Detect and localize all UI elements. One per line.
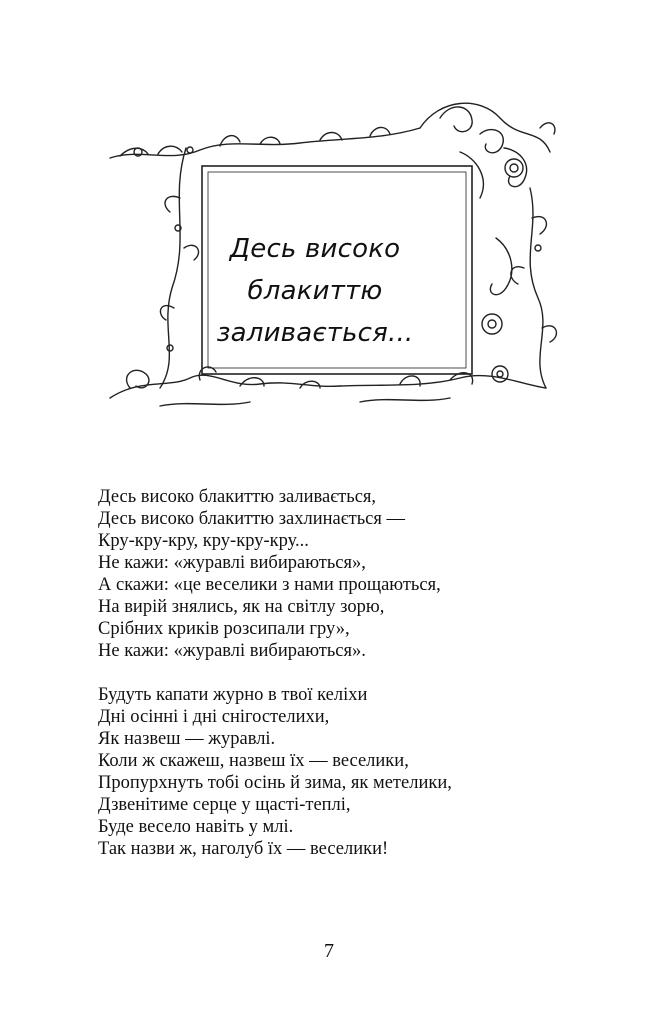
frame-heading bbox=[205, 228, 425, 354]
page-number: 7 bbox=[324, 940, 334, 962]
stanza bbox=[98, 684, 568, 860]
poem-line: Дзвенітиме серце у щасті-теплі, bbox=[98, 795, 351, 815]
poem-line: Пропурхнуть тобі осінь й зима, як метелики, bbox=[98, 773, 452, 793]
poem-line: Не кажи: «журавлі вибираються», bbox=[98, 553, 366, 573]
poem-line: Як назвеш — журавлі. bbox=[98, 729, 276, 749]
poem-line: Срібних криків розсипали гру», bbox=[98, 619, 350, 639]
heading-line: блакиттю bbox=[247, 276, 383, 306]
poem-line: А скажи: «це веселики з нами прощаються, bbox=[98, 575, 441, 595]
poem-line: На вирій знялись, як на світлу зорю, bbox=[98, 597, 385, 617]
poem-line: Дні осінні і дні снігостелихи, bbox=[98, 707, 330, 727]
poem-line: Десь високо блакиттю захлинається — bbox=[98, 509, 406, 529]
heading-line: заливається... bbox=[216, 318, 414, 348]
poem-line: Будуть капати журно в твої келіхи bbox=[98, 685, 368, 705]
poem-line: Кру-кру-кру, кру-кру-кру... bbox=[98, 531, 309, 551]
poem-line: Буде весело навіть у млі. bbox=[98, 817, 294, 837]
poem-line: Не кажи: «журавлі вибираються». bbox=[98, 641, 366, 661]
poem-line: Коли ж скажеш, назвеш їх — веселики, bbox=[98, 751, 409, 771]
stanza bbox=[98, 486, 568, 662]
poem-line: Десь високо блакиттю заливається, bbox=[98, 487, 377, 507]
poem-line: Так назви ж, наголуб їх — веселики! bbox=[98, 839, 389, 859]
poem-body bbox=[98, 486, 568, 882]
heading-line: Десь високо bbox=[229, 234, 401, 264]
ornamental-frame bbox=[100, 88, 562, 420]
